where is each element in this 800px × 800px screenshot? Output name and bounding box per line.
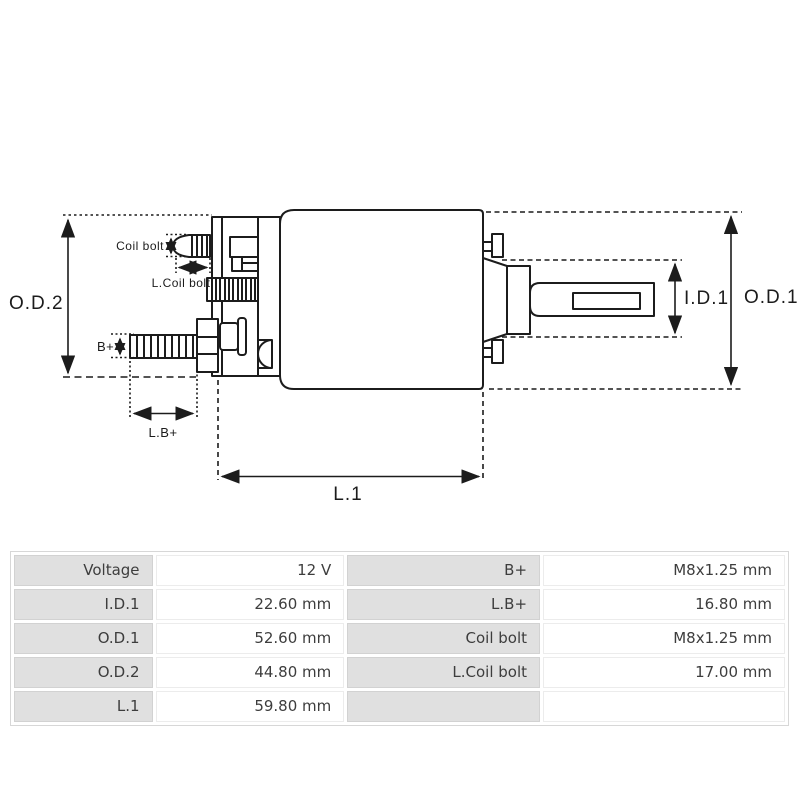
spec-value: 17.00 mm	[543, 657, 785, 688]
spec-value: 12 V	[156, 555, 345, 586]
dim-label-id1: I.D.1	[684, 288, 730, 309]
spec-label: I.D.1	[14, 589, 153, 620]
internal-step-1	[230, 237, 258, 257]
dim-label-b-plus: B+	[97, 339, 115, 354]
dim-label-lb-plus: L.B+	[148, 425, 178, 440]
spec-table	[10, 551, 789, 726]
spec-row	[14, 623, 785, 654]
spec-row	[14, 657, 785, 688]
spec-label: O.D.1	[14, 623, 153, 654]
spec-value: 44.80 mm	[156, 657, 345, 688]
front-cap	[507, 266, 530, 334]
internal-step-3	[242, 263, 258, 271]
bottom-tab	[492, 340, 503, 363]
spec-value: M8x1.25 mm	[543, 623, 785, 654]
b-plus-nut	[197, 319, 218, 372]
spec-value: 16.80 mm	[543, 589, 785, 620]
dim-label-l1: L.1	[333, 484, 363, 505]
solenoid-body	[280, 210, 483, 389]
spec-label	[347, 691, 540, 722]
spec-row	[14, 555, 785, 586]
b-plus-washer	[220, 323, 238, 350]
spec-value: 59.80 mm	[156, 691, 345, 722]
spec-label: O.D.2	[14, 657, 153, 688]
top-tab-stub	[483, 242, 492, 251]
dim-label-l-coil-bolt: L.Coil bolt	[151, 276, 211, 290]
dim-label-od2: O.D.2	[9, 293, 64, 314]
spec-label: Coil bolt	[347, 623, 540, 654]
spec-label: L.B+	[347, 589, 540, 620]
dim-label-od1: O.D.1	[744, 287, 799, 308]
bottom-tab-stub	[483, 348, 492, 357]
dim-label-coil-bolt: Coil bolt	[116, 239, 164, 253]
spec-value: 52.60 mm	[156, 623, 345, 654]
spec-label: L.1	[14, 691, 153, 722]
b-plus-terminal-bar	[238, 318, 246, 355]
spec-row	[14, 589, 785, 620]
spec-label: B+	[347, 555, 540, 586]
spec-value: 22.60 mm	[156, 589, 345, 620]
spec-row	[14, 691, 785, 722]
spec-label: L.Coil bolt	[347, 657, 540, 688]
internal-step-2	[232, 257, 242, 271]
front-flange	[483, 258, 507, 342]
spec-value: M8x1.25 mm	[543, 555, 785, 586]
spec-value	[543, 691, 785, 722]
plunger-slot	[573, 293, 640, 309]
spec-label: Voltage	[14, 555, 153, 586]
l1-ext	[218, 380, 483, 480]
top-tab	[492, 234, 503, 257]
